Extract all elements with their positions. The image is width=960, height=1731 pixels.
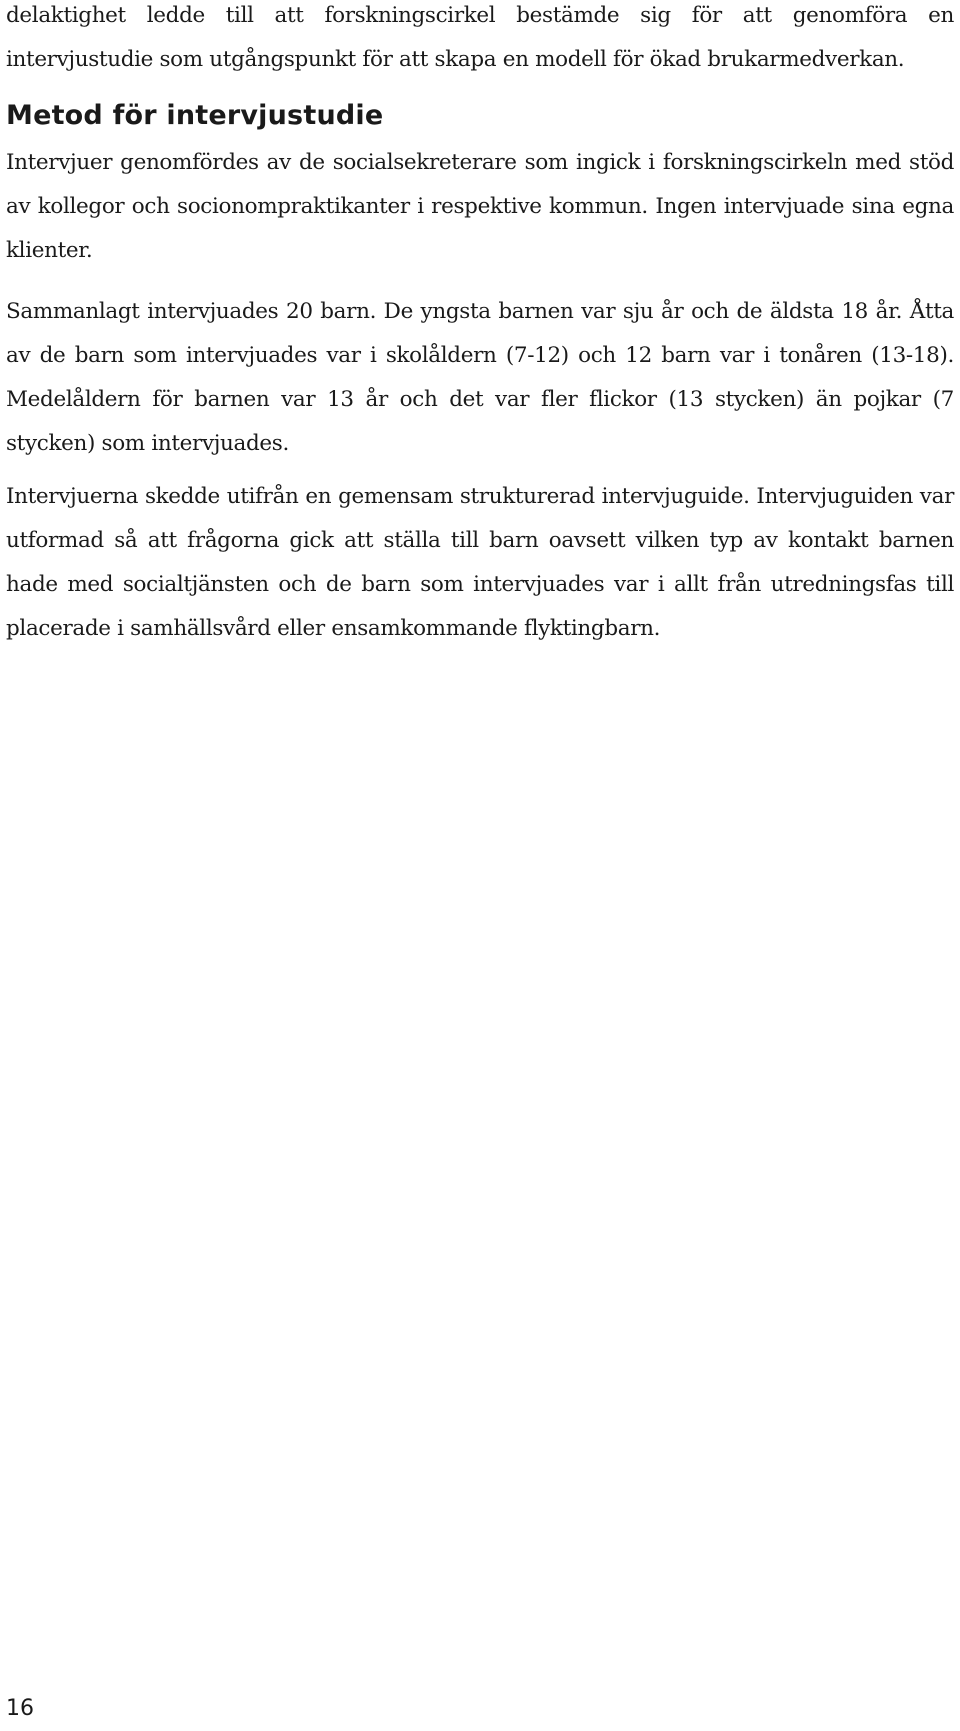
page-number: 16 bbox=[6, 1696, 34, 1721]
paragraph-interview-guide bbox=[6, 475, 954, 651]
paragraph-participants-text: Sammanlagt intervjuades 20 barn. De yngsta barnen var sju år och de äldsta 18 år. Åtta av de barn som intervjuades var i skolåldern (7-12) och 12 barn var i tonåren (13-18). Medelåldern för barnen var 13 år och det var fler flickor (13 stycken) än pojkar (7 stycken) som intervjuades. bbox=[6, 299, 954, 456]
document-page bbox=[6, 0, 954, 651]
section-heading: Metod för intervjustudie bbox=[6, 100, 384, 131]
paragraph-participants bbox=[6, 290, 954, 466]
paragraph-interview-guide-text: Intervjuerna skedde utifrån en gemensam strukturerad intervjuguide. Intervjuguiden var utformad så att frågorna gick att ställa till barn oavsett vilken typ av kontakt barnen hade med socialtjänsten och de barn som intervjuades var i allt från utredningsfas till placerade i samhällsvård eller ensamkommande flyktingbarn. bbox=[6, 484, 954, 641]
paragraph-intro-text: delaktighet ledde till att forskningscirkel bestämde sig för att genomföra en intervjustudie som utgångspunkt för att skapa en modell för ökad brukarmedverkan. bbox=[6, 3, 954, 72]
paragraph-method-text: Intervjuer genomfördes av de socialsekreterare som ingick i forskningscirkeln med stöd av kollegor och socionompraktikanter i respektive kommun. Ingen intervjuade sina egna klienter. bbox=[6, 150, 954, 263]
paragraph-method bbox=[6, 141, 954, 273]
paragraph-intro bbox=[6, 0, 954, 82]
